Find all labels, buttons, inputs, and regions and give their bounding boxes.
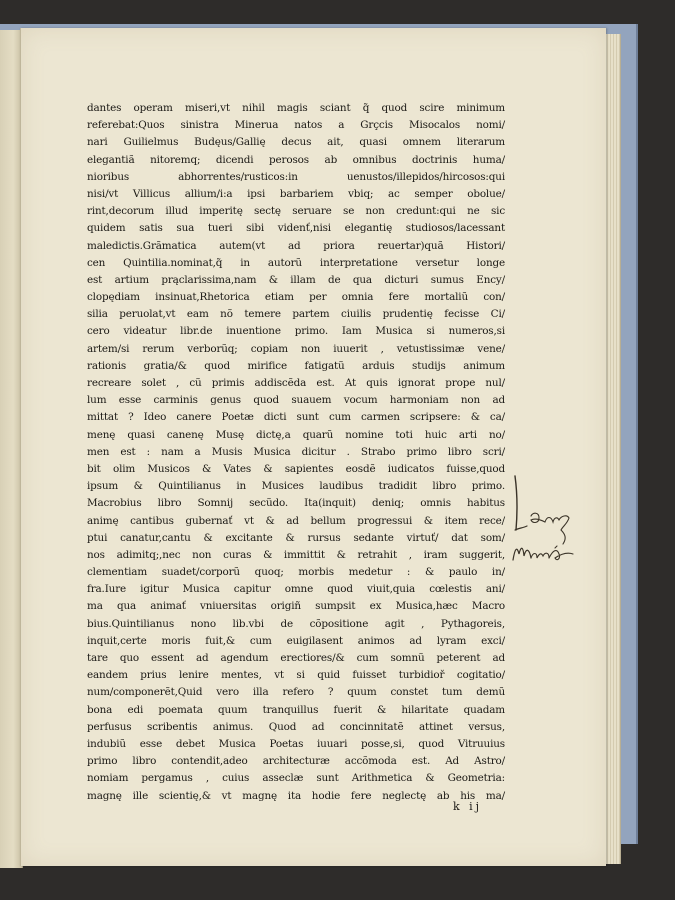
text-line: rint,decorum illud imperitę sectę seruare se non credunt:qui ne sic	[87, 205, 505, 218]
text-line: ptui canatur,cantu & excitante & rursus sedante virtuť/ dat som/	[87, 531, 505, 544]
text-line: cero videatur libr.de inuentione primo. Iam Musica si numeros,si	[87, 325, 505, 338]
text-line: maledictis.Grãmatica autem(vt ad priora reuertar)quã Histori/	[87, 239, 505, 252]
text-line: nari Guilielmus Budęus/Gallię decus ait, quasi omnem literarum	[87, 136, 505, 149]
text-line: indubiũ esse debet Musica Poetas iuuari posse,si, quod Vitruuius	[87, 737, 505, 750]
text-line: magnę ille scientię,& vt magnę ita hodie fere neglectę ab his ma/	[87, 789, 505, 802]
text-line: tare quo essent ad agendum erectiores/& cum somnũ peterent ad	[87, 652, 505, 664]
text-line: bius.Quintilianus nono lib.vbi de cõpositione agit , Pythagoreis,	[87, 617, 505, 630]
text-line: menę quasi canenę Musę dictę,a quarũ nomine toti huic arti no/	[87, 428, 505, 441]
text-line: nioribus abhorrentes/rusticos:in uenustos/illepidos/hircosos:qui	[87, 170, 505, 183]
text-line: Macrobius libro Somnij secũdo. Ita(inquit) deniq; omnis habitus	[87, 497, 505, 510]
text-line: animę cantibus gubernať vt & ad bellum progressui & item rece/	[87, 514, 505, 527]
text-line: fra.Iure igitur Musica capitur omne quod viuit,quia cœlestis ani/	[87, 583, 505, 596]
text-line: nos adimitq;,nec non curas & immittit & retrahit , iram suggerit,	[87, 548, 505, 561]
text-line: silia peruolat,vt eam nõ temere partem ciuilis prudentię fecisse Ci/	[87, 308, 505, 321]
text-block	[87, 100, 505, 805]
text-line: men est : nam a Musis Musica dicitur . Strabo primo libro scri/	[87, 445, 505, 458]
text-line: quidem satis sua tueri sibi videnť,nisi elegantię studiosos/lacessant	[87, 222, 505, 235]
text-line: artem/si rerum verborũq; copiam non iuuerit , vetustissimæ vene/	[87, 342, 505, 355]
text-line: primo libro contendit,adeo architecturæ accõmoda est. Ad Astro/	[87, 755, 505, 768]
text-line: elegantiã nitoremq; dicendi perosos ab omnibus doctrinis huma/	[87, 153, 505, 166]
text-line: recreare solet , cũ primis addiscẽda est. At quis ignorat prope nul/	[87, 377, 505, 389]
text-line: mittat ? Ideo canere Poetæ dicti sunt cum carmen scripsere: & ca/	[87, 411, 505, 424]
text-line: ma qua animať vniuersitas origiñ sumpsit ex Musica,hæc Macro	[87, 600, 505, 613]
text-line: cen Quintilia.nominat,q̃ in autorũ interpretatione versetur longe	[87, 256, 505, 269]
text-line: nisi/vt Villicus allium/i:a ipsi barbariem vbiq; ac semper obolue/	[87, 187, 505, 200]
text-line: referebat:Quos sinistra Minerua natos a Grçcis Misocalos nomi/	[87, 119, 505, 132]
text-line: ipsum & Quintilianus in Musices laudibus tradidit libro primo.	[87, 480, 505, 493]
page-signature: k ij	[453, 800, 483, 813]
text-line: lum esse carminis genus quod suauem vocum harmoniam non ad	[87, 394, 505, 407]
handwritten-note-icon	[509, 468, 589, 588]
text-line: bit olim Musicos & Vates & sapientes eosdẽ iudicatos fuisse,quod	[87, 462, 505, 475]
text-line: inquit,certe moris fuit,& cum euigilasent animos ad lyram exci/	[87, 634, 505, 647]
text-line: eandem prius lenire mentes, vt si quid fuisset turbidioř cogitatio/	[87, 669, 505, 682]
text-line: est artium prąclarissima,nam & illam de qua dicturi sumus Ency/	[87, 273, 505, 286]
text-line: clopędiam insinuat,Rhetorica etiam per omnia fere mortaliũ con/	[87, 291, 505, 304]
text-line: nomiam pergamus , cuius asseclæ sunt Arithmetica & Geometria:	[87, 772, 505, 785]
text-line: dantes operam miseri,vt nihil magis sciant q̃ quod scire minimum	[87, 102, 505, 114]
text-line: perfusus scribentis animus. Quod ad concinnitatẽ attinet versus,	[87, 720, 505, 733]
book-page	[20, 28, 606, 866]
text-line: num/componerẽt,Quid vero illa refero ? quum constet tum demũ	[87, 686, 505, 699]
text-line: clementiam suadet/corporũ quoq; morbis medetur : & paulo in/	[87, 566, 505, 579]
text-line: rationis gratia/& quod mirifice fatigatũ arduis studijs animum	[87, 359, 505, 372]
text-line: bona edi poemata quum tranquillus fuerit & hilaritate quadam	[87, 703, 505, 716]
